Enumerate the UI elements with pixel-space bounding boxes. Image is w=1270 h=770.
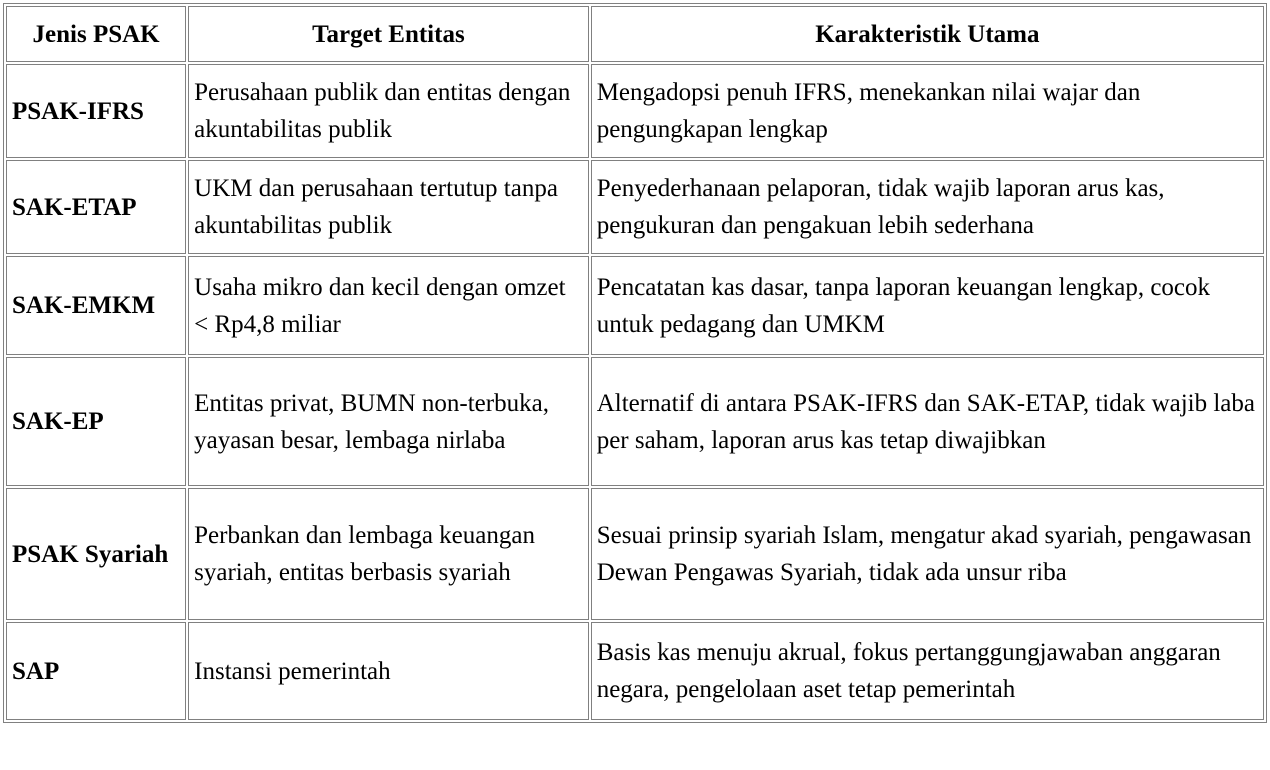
cell-jenis: SAP bbox=[6, 622, 186, 720]
header-target-entitas: Target Entitas bbox=[188, 6, 589, 62]
cell-target: Perbankan dan lembaga keuangan syariah, entitas berbasis syariah bbox=[188, 488, 589, 620]
cell-target: Usaha mikro dan kecil dengan omzet < Rp4,8 miliar bbox=[188, 256, 589, 355]
cell-karakteristik: Sesuai prinsip syariah Islam, mengatur akad syariah, pengawasan Dewan Pengawas Syariah, tidak ada unsur riba bbox=[591, 488, 1264, 620]
cell-target: UKM dan perusahaan tertutup tanpa akuntabilitas publik bbox=[188, 160, 589, 254]
table-row bbox=[6, 622, 1264, 720]
cell-karakteristik: Basis kas menuju akrual, fokus pertanggungjawaban anggaran negara, pengelolaan aset tetap pemerintah bbox=[591, 622, 1264, 720]
cell-karakteristik: Mengadopsi penuh IFRS, menekankan nilai wajar dan pengungkapan lengkap bbox=[591, 64, 1264, 158]
cell-target: Perusahaan publik dan entitas dengan akuntabilitas publik bbox=[188, 64, 589, 158]
cell-jenis: PSAK-IFRS bbox=[6, 64, 186, 158]
cell-jenis: PSAK Syariah bbox=[6, 488, 186, 620]
table-row bbox=[6, 64, 1264, 158]
psak-comparison-table bbox=[3, 3, 1267, 723]
table-header-row bbox=[6, 6, 1264, 62]
cell-karakteristik: Penyederhanaan pelaporan, tidak wajib laporan arus kas, pengukuran dan pengakuan lebih sederhana bbox=[591, 160, 1264, 254]
header-karakteristik-utama: Karakteristik Utama bbox=[591, 6, 1264, 62]
table-row bbox=[6, 357, 1264, 486]
table-row bbox=[6, 160, 1264, 254]
cell-target: Entitas privat, BUMN non-terbuka, yayasan besar, lembaga nirlaba bbox=[188, 357, 589, 486]
cell-karakteristik: Alternatif di antara PSAK-IFRS dan SAK-ETAP, tidak wajib laba per saham, laporan arus kas tetap diwajibkan bbox=[591, 357, 1264, 486]
cell-jenis: SAK-ETAP bbox=[6, 160, 186, 254]
table-row bbox=[6, 256, 1264, 355]
table-row bbox=[6, 488, 1264, 620]
header-jenis-psak: Jenis PSAK bbox=[6, 6, 186, 62]
table-container bbox=[3, 3, 1267, 723]
cell-karakteristik: Pencatatan kas dasar, tanpa laporan keuangan lengkap, cocok untuk pedagang dan UMKM bbox=[591, 256, 1264, 355]
cell-jenis: SAK-EMKM bbox=[6, 256, 186, 355]
cell-target: Instansi pemerintah bbox=[188, 622, 589, 720]
cell-jenis: SAK-EP bbox=[6, 357, 186, 486]
